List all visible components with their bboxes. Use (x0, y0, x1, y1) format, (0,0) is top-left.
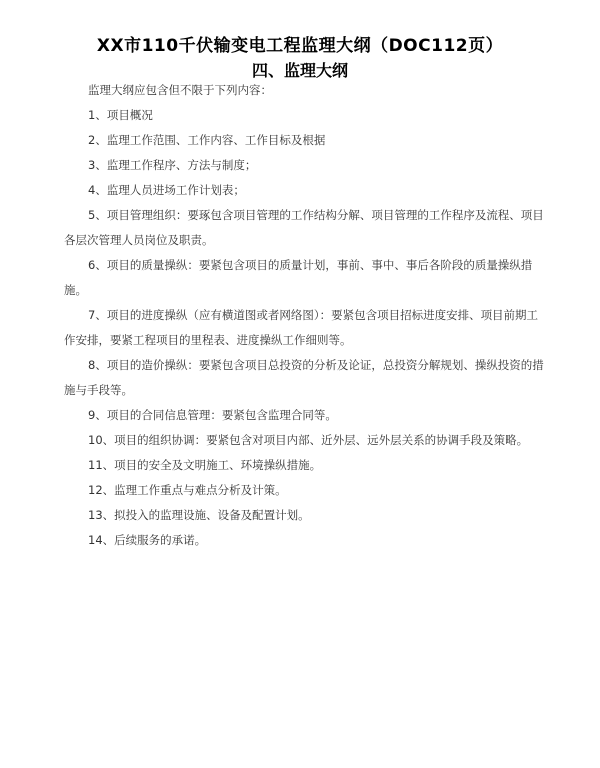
list-item: 11、项目的安全及文明施工、环境操纵措施。 (88, 458, 322, 472)
list-item: 8、项目的造价操纵：要紧包含项目总投资的分析及论证，总投资分解规划、操纵投资的措施与手段等。 (64, 358, 544, 397)
list-item: 4、监理人员进场工作计划表； (88, 183, 245, 197)
list-item: 3、监理工作程序、方法与制度； (88, 158, 257, 172)
list-item: 9、项目的合同信息管理：要紧包含监理合同等。 (88, 408, 337, 422)
document-body (64, 78, 544, 553)
list-item: 5、项目管理组织：要琢包含项目管理的工作结构分解、项目管理的工作程序及流程、项目各层次管理人员岗位及职责。 (64, 208, 544, 247)
intro-paragraph: 监理大纲应包含但不限于下列内容： (88, 83, 272, 97)
list-item: 10、项目的组织协调：要紧包含对项目内部、近外层、远外层关系的协调手段及策略。 (88, 433, 529, 447)
list-item: 7、项目的进度操纵（应有横道图或者网络图）：要紧包含项目招标进度安排、项目前期工作安排，要紧工程项目的里程表、进度操纵工作细则等。 (64, 308, 539, 347)
list-item: 13、拟投入的监理设施、设备及配置计划。 (88, 508, 310, 522)
list-item: 14、后续服务的承诺。 (88, 533, 207, 547)
document-title: XX市110千伏输变电工程监理大纲（DOC112页） (96, 36, 504, 56)
list-item: 6、项目的质量操纵：要紧包含项目的质量计划，事前、事中、事后各阶段的质量操纵措施。 (64, 258, 533, 297)
list-item: 12、监理工作重点与难点分析及计策。 (88, 483, 287, 497)
list-item: 1、项目概况 (88, 108, 153, 122)
section-title: 四、监理大纲 (251, 61, 348, 80)
list-item: 2、监理工作范围、工作内容、工作目标及根据 (88, 133, 326, 147)
